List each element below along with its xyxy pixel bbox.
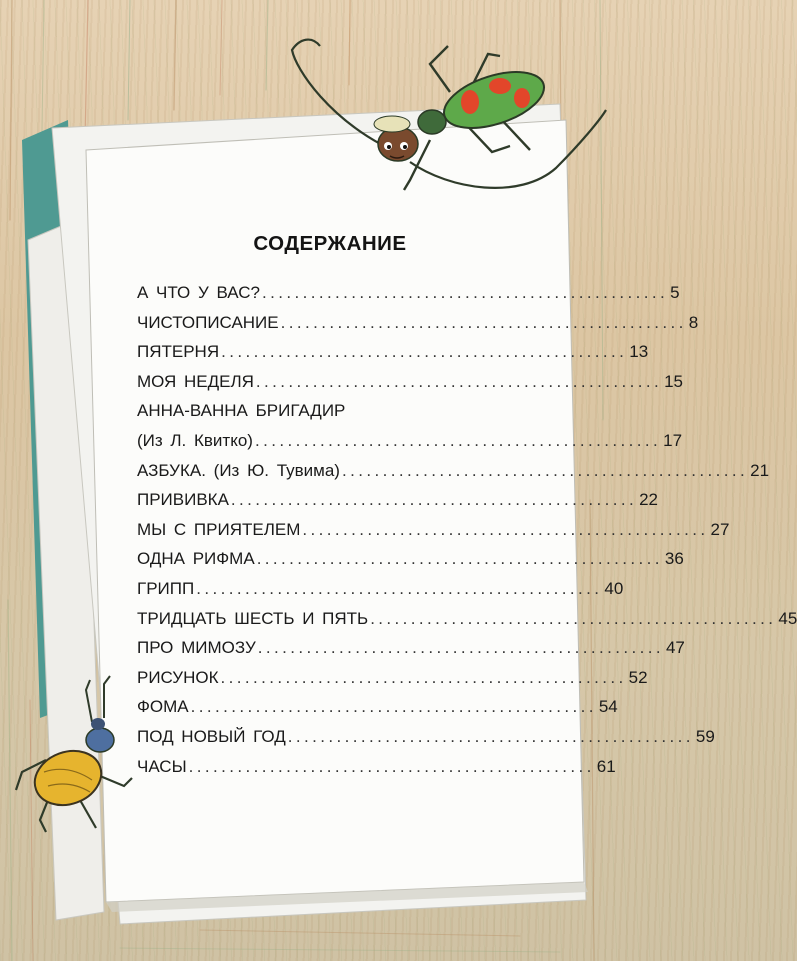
toc-leader-dots: .................................................. — [188, 756, 595, 776]
toc-entry-title: ГРИПП — [137, 578, 195, 598]
toc-entry-page: 61 — [596, 756, 616, 776]
toc-entry — [137, 308, 699, 338]
toc-entry — [137, 604, 797, 634]
toc-leader-dots: .................................................. — [190, 697, 597, 717]
toc-entry — [137, 722, 715, 752]
toc-entry — [137, 574, 624, 604]
toc-list — [137, 278, 797, 781]
toc-entry-title: ЧАСЫ — [137, 756, 187, 776]
toc-entry-page: 52 — [628, 667, 648, 687]
toc-leader-dots: .................................................. — [302, 519, 709, 539]
toc-leader-dots: .................................................. — [255, 371, 663, 391]
toc-entry — [137, 456, 770, 486]
toc-entry-title: АННА-ВАННА БРИГАДИР — [137, 401, 346, 421]
toc-entry-title: ОДНА РИФМА — [137, 549, 255, 569]
toc-leader-dots: .................................................. — [230, 490, 638, 510]
toc-entry-page: 15 — [664, 371, 684, 391]
toc-entry — [137, 633, 685, 663]
toc-entry — [137, 544, 684, 574]
toc-leader-dots: .................................................. — [370, 608, 777, 628]
toc-entry — [137, 396, 523, 426]
toc-entry-page: 36 — [664, 549, 684, 569]
toc-leader-dots: .................................................. — [220, 667, 627, 687]
toc-leader-dots: .................................................. — [261, 283, 669, 302]
toc-entry-title: ЧИСТОПИСАНИЕ — [137, 312, 279, 332]
toc-entry-page: 21 — [750, 460, 770, 480]
toc-leader-dots: .................................................. — [256, 549, 663, 569]
toc-entry — [137, 515, 730, 545]
toc-title: СОДЕРЖАНИЕ — [253, 232, 407, 255]
toc-entry-page: 5 — [670, 283, 680, 302]
toc-leader-dots: .................................................. — [280, 312, 687, 332]
toc-entry — [137, 426, 683, 456]
toc-leader-dots: .................................................. — [257, 638, 664, 658]
toc-entry-title: ПОД НОВЫЙ ГОД — [137, 726, 286, 746]
toc-entry-title: МЫ С ПРИЯТЕЛЕМ — [137, 519, 301, 539]
toc-entry-title: ПРИВИВКА — [137, 490, 229, 510]
toc-entry — [137, 752, 616, 782]
toc-entry-title: ПРО МИМОЗУ — [137, 638, 256, 658]
toc-entry-title: АЗБУКА. (Из Ю. Тувима) — [137, 460, 340, 480]
toc-entry-title: МОЯ НЕДЕЛЯ — [137, 371, 254, 391]
toc-entry-page: 45 — [778, 608, 797, 628]
toc-entry-page: 40 — [604, 578, 624, 598]
toc-leader-dots: .................................................. — [341, 460, 749, 480]
toc-entry-title: ФОМА — [137, 697, 189, 717]
toc-entry — [137, 278, 680, 308]
toc-entry — [137, 663, 648, 693]
toc-entry-page: 59 — [695, 726, 715, 746]
toc-entry-title: (Из Л. Квитко) — [137, 430, 253, 450]
toc-entry — [137, 337, 649, 367]
toc-leader-dots: .................................................. — [196, 578, 603, 598]
toc-leader-dots: .................................................. — [254, 430, 662, 450]
toc-entry-page: 13 — [629, 342, 649, 362]
toc-entry — [137, 692, 618, 722]
toc-entry-page: 22 — [639, 490, 659, 510]
toc-entry-page: 54 — [598, 697, 618, 717]
toc-entry-page: 8 — [688, 312, 699, 332]
toc-entry-title: ТРИДЦАТЬ ШЕСТЬ И ПЯТЬ — [137, 608, 369, 628]
toc-entry-title: ПЯТЕРНЯ — [137, 342, 220, 362]
toc-entry-page: 27 — [710, 519, 730, 539]
toc-entry-title: А ЧТО У ВАС? — [137, 283, 260, 302]
toc-entry-page: 17 — [663, 430, 683, 450]
toc-entry — [137, 367, 684, 397]
toc-entry — [137, 485, 659, 515]
toc-leader-dots: .................................................. — [221, 342, 628, 362]
toc-entry-title: РИСУНОК — [137, 667, 219, 687]
toc-entry-page: 47 — [665, 638, 685, 658]
toc-leader-dots: .................................................. — [287, 726, 694, 746]
